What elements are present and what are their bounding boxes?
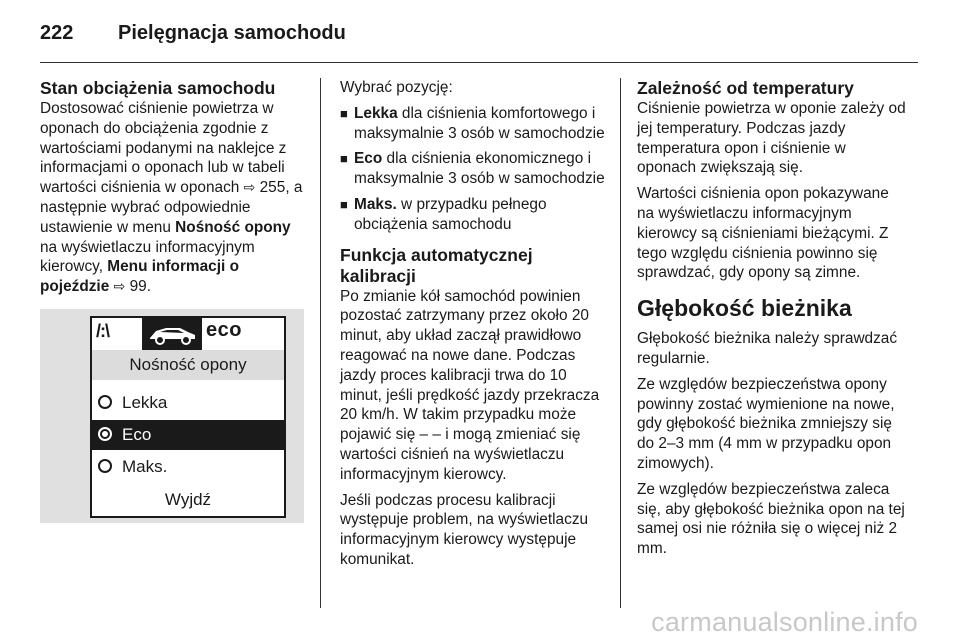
page-number: 222 <box>40 22 74 44</box>
paragraph-tread-2: Ze względów bezpieczeństwa opony powinny zostać wymienione na nowe, gdy głębokość bieżnika zmniejszy się do 2–3 mm (4 mm w przypadku opon zimowych). <box>637 375 895 472</box>
display-top-bar <box>92 318 284 350</box>
heading-load-state: Stan obciążenia samochodu <box>40 78 276 98</box>
bullet-icon: ■ <box>340 196 348 212</box>
option-light[interactable]: Lekka <box>92 388 284 418</box>
paragraph-tread-3: Ze względów bezpieczeństwa zaleca się, aby głębokość bieżnika opon na tej samej osi nie różniła się o więcej niż 2 mm. <box>637 480 905 558</box>
column-divider-1 <box>320 78 321 608</box>
page-ref-arrow-icon: ⇨ <box>243 179 256 196</box>
chapter-title: Pielęgnacja samochodu <box>118 22 346 44</box>
bullet-icon: ■ <box>340 151 348 167</box>
list-item: ■ Maks. w przypadku pełnego obciążenia samochodu <box>340 195 547 233</box>
menu-name-vehicle-info: Menu informacji o pojeździe <box>40 258 239 296</box>
column-3 <box>637 78 909 565</box>
column-2 <box>340 78 610 576</box>
watermark: carmanualsonline.info <box>651 607 918 637</box>
paragraph-load-state: Dostosować ciśnienie powietrza w oponach do obciążenia zgodnie z wartościami podanymi na naklejce z informacjami o oponach lub w tabeli wartości ciśnienia w oponach ⇨ 255, a następnie wybrać odpowiednie ustawienie w menu Nośność opony na wyświetlaczu informacyjnym kierowcy, Menu informacji o pojeździe ⇨ 99. <box>40 100 303 296</box>
option-max[interactable]: Maks. <box>92 452 284 482</box>
heading-auto-calibration: Funkcja automatycznej kalibracji <box>340 244 533 286</box>
paragraph-select: Wybrać pozycję: <box>340 79 453 96</box>
list-item: ■ Lekka dla ciśnienia komfortowego i maksymalnie 3 osób w samochodzie <box>340 104 605 142</box>
car-icon <box>142 318 202 350</box>
driver-info-display <box>90 316 286 518</box>
heading-temperature: Zależność od temperatury <box>637 78 854 98</box>
paragraph-calibration: Po zmianie kół samochód powinien pozostać zatrzymany przez około 20 minut, aby układ zaczął prawidłowo reagować na nowe dane. Podczas jazdy proces kalibracji trwa do 10 minut, jeśli prędkość jazdy przekracza 20 km/h. W takim przypadku może pojawić się – – i mogą zmieniać się wartości ciśnień na wyświetlaczu informacyjnym kierowcy. <box>340 287 600 483</box>
paragraph-temperature-2: Wartości ciśnienia opon pokazywane na wyświetlaczu informacyjnym kierowcy są ciśnieniami bieżącymi. Z tego względu ciśnienia powinno się sprawdzać, gdy opony są zimne. <box>637 185 889 282</box>
page-ref-255[interactable]: 255 <box>259 179 286 197</box>
exit-option[interactable]: Wyjdź <box>164 489 212 509</box>
header-rule <box>40 62 918 63</box>
list-item: ■ Eco dla ciśnienia ekonomicznego i maksymalnie 3 osób w samochodzie <box>340 150 605 188</box>
page-ref-99[interactable]: 99 <box>129 278 147 296</box>
road-icon: /:\ <box>96 320 109 341</box>
heading-tread-depth: Głębokość bieżnika <box>637 295 852 322</box>
option-eco-selected[interactable]: Eco <box>92 420 284 450</box>
page-ref-arrow-icon: ⇨ <box>113 278 126 295</box>
radio-icon <box>98 395 112 409</box>
radio-selected-icon <box>98 427 112 441</box>
paragraph-tread-1: Głębokość bieżnika należy sprawdzać regularnie. <box>637 330 898 367</box>
display-illustration <box>40 309 304 523</box>
paragraph-calibration-problem: Jeśli podczas procesu kalibracji występuje problem, na wyświetlaczu informacyjnym kierowcy występuje komunikat. <box>340 491 589 568</box>
bullet-icon: ■ <box>340 105 348 121</box>
radio-icon <box>98 459 112 473</box>
paragraph-temperature-1: Ciśnienie powietrza w oponie zależy od jej temperatury. Podczas jazdy temperatura opon i ciśnienie w oponach zwiększają się. <box>637 100 906 177</box>
eco-label: eco <box>206 318 242 341</box>
page-header <box>40 22 346 45</box>
column-divider-2 <box>620 78 621 608</box>
display-menu-title: Nośność opony <box>92 350 284 380</box>
column-1 <box>40 78 304 523</box>
options-list <box>340 104 610 235</box>
menu-name-tyre-load: Nośność opony <box>175 218 291 236</box>
